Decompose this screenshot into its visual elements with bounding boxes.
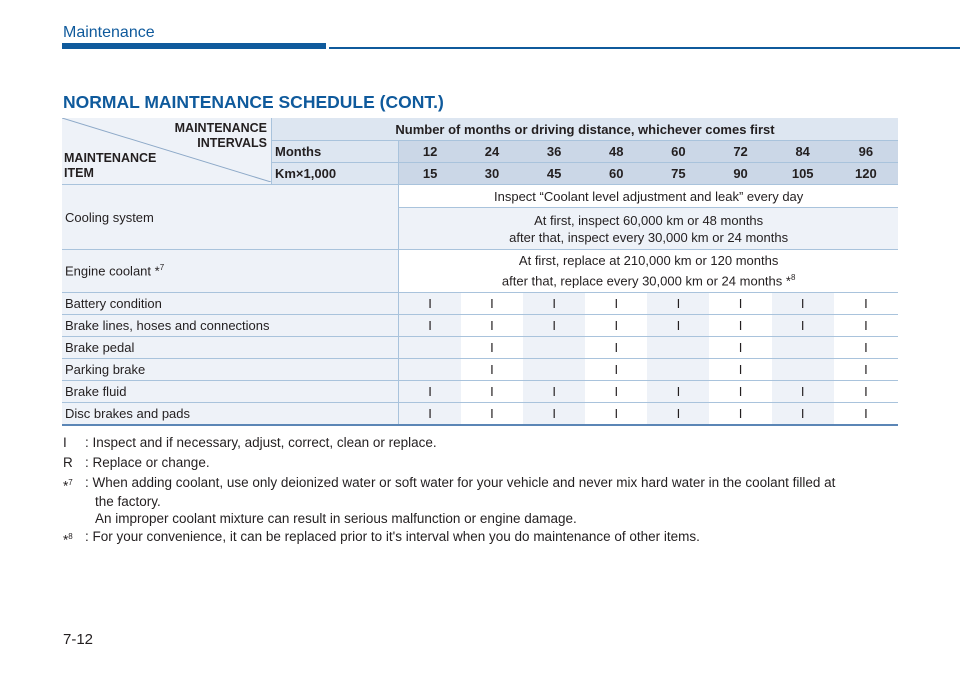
interval-mark <box>399 359 461 381</box>
legend-key: *$^8$ <box>63 532 73 548</box>
item-label: Battery condition <box>62 293 399 315</box>
legend-text: : For your convenience, it can be replaced prior to it's interval when you do maintenance of other items. <box>85 529 700 544</box>
maintenance-schedule-table <box>62 118 898 426</box>
interval-mark: I <box>461 293 523 315</box>
interval-mark: I <box>461 359 523 381</box>
section-title: Maintenance <box>63 24 155 41</box>
interval-mark: I <box>399 293 461 315</box>
interval-mark: I <box>772 293 834 315</box>
interval-mark: I <box>461 315 523 337</box>
engine-coolant-note: At first, replace at 210,000 km or 120 months after that, replace every 30,000 km or 24 months *$^8$ <box>399 250 898 293</box>
legend-footnote-7 <box>63 473 903 527</box>
interval-mark: I <box>709 403 771 426</box>
table-row <box>62 337 898 359</box>
span-header: Number of months or driving distance, whichever comes first <box>271 118 898 141</box>
legend-text: : Inspect and if necessary, adjust, correct, clean or replace. <box>85 435 437 450</box>
interval-mark: I <box>585 315 647 337</box>
interval-mark: I <box>834 359 898 381</box>
interval-mark: I <box>523 293 585 315</box>
coolant-note-line-1: At first, replace at 210,000 km or 120 months <box>518 253 779 269</box>
legend-key: *$^7$ <box>63 478 73 494</box>
header-rule-thin <box>329 47 960 49</box>
legend-text <box>85 473 903 527</box>
item-label: Brake pedal <box>62 337 399 359</box>
interval-mark: I <box>647 315 709 337</box>
item-label: Parking brake <box>62 359 399 381</box>
km-value: 105 <box>772 163 834 185</box>
interval-mark <box>523 337 585 359</box>
interval-mark: I <box>523 403 585 426</box>
footnote-7-line-1: : When adding coolant, use only deionized water or soft water for your vehicle and never mix hard water in the coolant filled at <box>85 475 836 490</box>
km-value: 30 <box>461 163 523 185</box>
interval-mark: I <box>461 337 523 359</box>
item-label: Brake fluid <box>62 381 399 403</box>
item-label: Brake lines, hoses and connections <box>62 315 399 337</box>
cooling-note-line-2: after that, inspect every 30,000 km or 24 months <box>509 229 789 245</box>
header-rule-thick <box>62 43 326 49</box>
coolant-note-line-2: after that, replace every 30,000 km or 24 months * <box>501 273 791 289</box>
legend-text: : Replace or change. <box>85 455 210 470</box>
interval-mark: I <box>709 381 771 403</box>
interval-mark: I <box>585 293 647 315</box>
engine-coolant-row <box>62 250 898 293</box>
interval-mark: I <box>834 381 898 403</box>
cooling-system-row <box>62 185 898 208</box>
legend-key: I <box>63 435 67 450</box>
corner-intervals-label: MAINTENANCE INTERVALS <box>174 121 267 150</box>
table-row <box>62 403 898 426</box>
months-value: 24 <box>461 141 523 163</box>
interval-mark: I <box>399 403 461 426</box>
table-corner-cell <box>62 118 271 185</box>
interval-mark: I <box>709 315 771 337</box>
schedule-title: NORMAL MAINTENANCE SCHEDULE (CONT.) <box>63 92 444 112</box>
interval-mark: I <box>647 381 709 403</box>
interval-mark: I <box>772 315 834 337</box>
item-label: Disc brakes and pads <box>62 403 399 426</box>
cooling-system-daily-note: Inspect “Coolant level adjustment and leak” every day <box>399 185 898 208</box>
months-value: 96 <box>834 141 898 163</box>
cooling-system-interval-note <box>399 208 898 250</box>
interval-mark: I <box>709 293 771 315</box>
legend-item-inspect <box>63 433 903 453</box>
interval-mark: I <box>647 293 709 315</box>
interval-mark <box>399 337 461 359</box>
footnote-7-line-2: the factory. <box>95 494 161 509</box>
engine-coolant-label: Engine coolant *$^7$ <box>62 250 399 293</box>
legend <box>63 433 903 551</box>
interval-mark: I <box>461 403 523 426</box>
cooling-note-line-1: At first, inspect 60,000 km or 48 months <box>534 212 764 228</box>
interval-mark: I <box>461 381 523 403</box>
interval-mark: I <box>585 381 647 403</box>
legend-item-replace <box>63 453 903 473</box>
interval-mark <box>647 359 709 381</box>
table-row <box>62 381 898 403</box>
km-value: 60 <box>585 163 647 185</box>
footnote-7-line-3: An improper coolant mixture can result in serious malfunction or engine damage. <box>95 511 577 526</box>
page-number: 7-12 <box>63 631 94 648</box>
months-value: 12 <box>399 141 461 163</box>
km-value: 75 <box>647 163 709 185</box>
months-value: 48 <box>585 141 647 163</box>
header-row-span <box>62 118 898 141</box>
legend-key: R <box>63 455 73 470</box>
months-value: 72 <box>709 141 771 163</box>
interval-mark: I <box>585 359 647 381</box>
months-value: 36 <box>523 141 585 163</box>
interval-mark: I <box>709 337 771 359</box>
interval-mark: I <box>399 381 461 403</box>
km-value: 90 <box>709 163 771 185</box>
legend-footnote-8 <box>63 527 903 551</box>
interval-mark: I <box>585 337 647 359</box>
interval-mark: I <box>772 403 834 426</box>
table-row <box>62 293 898 315</box>
interval-mark <box>647 337 709 359</box>
interval-mark: I <box>772 381 834 403</box>
corner-item-label: MAINTENANCE ITEM <box>64 151 157 180</box>
table-row <box>62 359 898 381</box>
months-label: Months <box>271 141 398 163</box>
interval-mark <box>523 359 585 381</box>
interval-mark: I <box>834 337 898 359</box>
interval-mark: I <box>834 315 898 337</box>
interval-mark: I <box>709 359 771 381</box>
table-row <box>62 315 898 337</box>
interval-mark <box>772 359 834 381</box>
interval-mark: I <box>647 403 709 426</box>
interval-mark: I <box>834 403 898 426</box>
interval-mark <box>772 337 834 359</box>
cooling-system-label: Cooling system <box>62 185 399 250</box>
km-value: 45 <box>523 163 585 185</box>
interval-mark: I <box>523 381 585 403</box>
months-value: 60 <box>647 141 709 163</box>
interval-mark: I <box>585 403 647 426</box>
interval-mark: I <box>399 315 461 337</box>
km-label: Km×1,000 <box>271 163 398 185</box>
interval-mark: I <box>834 293 898 315</box>
interval-mark: I <box>523 315 585 337</box>
km-value: 15 <box>399 163 461 185</box>
months-value: 84 <box>772 141 834 163</box>
km-value: 120 <box>834 163 898 185</box>
